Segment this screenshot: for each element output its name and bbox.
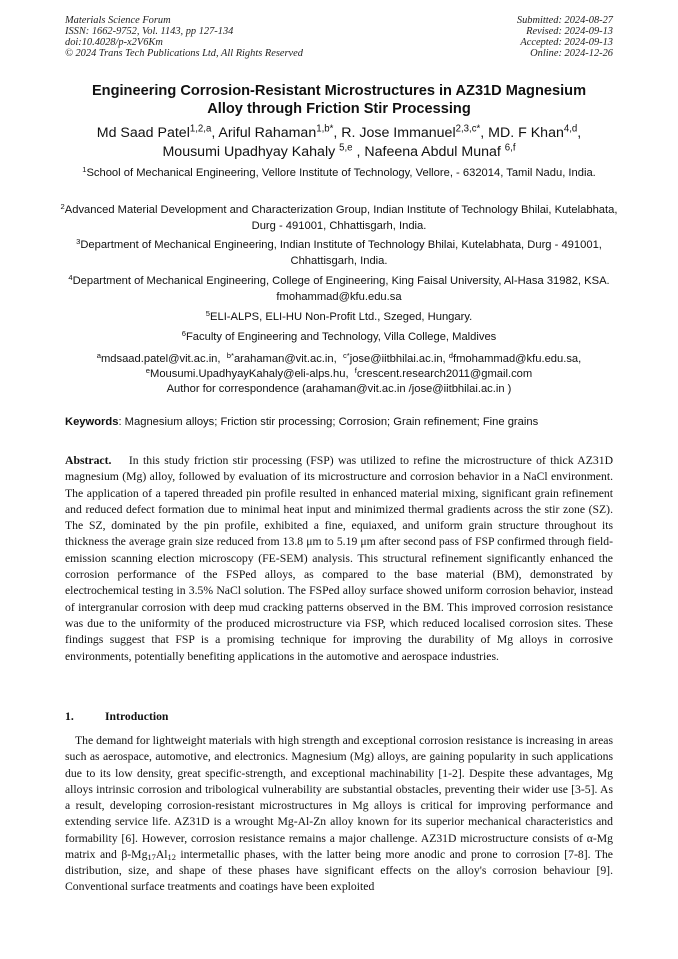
online-date: Online: 2024-12-26 bbox=[530, 48, 613, 60]
keywords-text: : Magnesium alloys; Friction stir processing; Corrosion; Grain refinement; Fine grains bbox=[118, 416, 539, 428]
author-emails bbox=[40, 352, 638, 397]
abstract bbox=[65, 453, 613, 665]
email-mark: c* bbox=[342, 350, 350, 360]
affiliation bbox=[58, 274, 620, 305]
section-heading bbox=[65, 709, 168, 725]
email-mark: f bbox=[354, 365, 357, 375]
email-link[interactable]: fmohammad@kfu.edu.sa, bbox=[453, 353, 582, 365]
affiliation bbox=[58, 203, 620, 234]
email-link[interactable]: crescent.research2011@gmail.com bbox=[356, 368, 533, 380]
author-name: Ariful Rahaman bbox=[218, 125, 317, 141]
revised-date: Revised: 2024-09-13 bbox=[526, 26, 613, 38]
affiliation-text: ELI-ALPS, ELI-HU Non-Profit Ltd., Szeged, Hungary. bbox=[210, 311, 473, 323]
affiliation-number: 1 bbox=[82, 164, 87, 174]
author-name: Md Saad Patel bbox=[96, 125, 190, 141]
subscript: 12 bbox=[167, 851, 176, 862]
affiliation-number: 6 bbox=[181, 328, 186, 338]
journal-info bbox=[65, 15, 303, 59]
abstract-label: Abstract. bbox=[65, 454, 112, 467]
paragraph-text: intermetallic phases, with the latter being more anodic and prone to corrosion [7-8]. The distribution, size, and shape of these phases have significant effects on the alloy's corrosion behaviour [9]. Conventional surface treatments and coatings have been exploited bbox=[65, 847, 613, 894]
affiliation-text: Faculty of Engineering and Technology, Villa College, Maldives bbox=[185, 331, 497, 343]
affiliation bbox=[58, 166, 620, 182]
author-line-2: Mousumi Upadhyay Kahaly $^{5,e}$ , Nafeena Abdul Munaf $^{6,f}$ bbox=[162, 142, 516, 160]
copyright: © 2024 Trans Tech Publications Ltd, All Rights Reserved bbox=[65, 48, 303, 60]
section-number: 1. bbox=[65, 710, 74, 723]
email-link[interactable]: arahaman@vit.ac.in, bbox=[233, 353, 337, 365]
affiliation bbox=[58, 330, 620, 346]
affiliation-text: Department of Mechanical Engineering, College of Engineering, King Faisal University, Al-Hasa 31982, KSA. fmohammad@kfu.edu.sa bbox=[72, 275, 610, 303]
author-name: Mousumi Upadhyay Kahaly bbox=[162, 143, 336, 160]
email-mark: e bbox=[145, 365, 151, 375]
keywords-label: Keywords bbox=[65, 416, 119, 428]
author-affiliation-mark: 1,b* bbox=[316, 123, 334, 135]
email-line-2 bbox=[40, 367, 638, 382]
affiliation-number: 5 bbox=[205, 308, 211, 318]
email-link[interactable]: mdsaad.patel@vit.ac.in, bbox=[100, 353, 221, 365]
section-title: Introduction bbox=[105, 710, 169, 723]
author-affiliation-mark: 5,e bbox=[339, 142, 353, 154]
email-mark: b* bbox=[226, 350, 234, 360]
journal-name: Materials Science Forum bbox=[65, 15, 171, 26]
affiliation-number: 4 bbox=[68, 272, 73, 282]
affiliation-text: School of Mechanical Engineering, Vellore Institute of Technology, Vellore, - 632014, Tamil Nadu, India. bbox=[86, 167, 596, 179]
email-mark: d bbox=[448, 350, 453, 360]
subscript: 17 bbox=[147, 851, 156, 862]
submitted-date: Submitted: 2024-08-27 bbox=[516, 15, 613, 26]
author-affiliation-mark: 4,d bbox=[563, 123, 578, 135]
affiliation bbox=[58, 310, 620, 326]
author-affiliation-mark: 1,2,a bbox=[189, 123, 212, 135]
accepted-date: Accepted: 2024-09-13 bbox=[520, 37, 613, 49]
title-line-2: Alloy through Friction Stir Processing bbox=[207, 101, 471, 117]
publication-dates bbox=[517, 15, 613, 59]
paper-title bbox=[40, 82, 638, 118]
correspondence: Author for correspondence (arahaman@vit.ac.in /jose@iitbhilai.ac.in ) bbox=[166, 383, 512, 395]
email-mark: a bbox=[96, 350, 101, 360]
affiliation-number: 2 bbox=[60, 201, 65, 211]
author-line-1: Md Saad Patel$^{1,2,a}$, Ariful Rahaman$^{1,b*}$, R. Jose Immanuel$^{2,3,c*}$, MD. F Khan$^{4,d}$, bbox=[96, 123, 582, 141]
author-name: R. Jose Immanuel bbox=[341, 125, 456, 141]
affiliation bbox=[58, 238, 620, 269]
doi: doi:10.4028/p-x2V6Km bbox=[65, 37, 163, 49]
affiliation-text: Department of Mechanical Engineering, Indian Institute of Technology Bhilai, Kutelabhata, Durg - 491001, Chhattisgarh, India. bbox=[80, 239, 602, 267]
issn: ISSN: 1662-9752, Vol. 1143, pp 127-134 bbox=[65, 26, 234, 38]
email-link[interactable]: jose@iitbhilai.ac.in, bbox=[349, 353, 446, 365]
title-line-1: Engineering Corrosion-Resistant Microstructures in AZ31D Magnesium bbox=[91, 83, 587, 99]
introduction-paragraph bbox=[65, 733, 613, 896]
email-line-1 bbox=[40, 352, 638, 367]
abstract-text: In this study friction stir processing (FSP) was utilized to refine the microstructure of thick AZ31D magnesium (Mg) alloy, followed by evaluation of its microstructure and corrosion behavior in a NaCl environment. The application of a tapered threaded pin profile resulted in enhanced material mixing, significant grain refinement and reduced defect formation due to minimal heat input and minimized thermal gradients across the stir zone (SZ). The SZ, dominated by the pin profile, exhibited a fine, equiaxed, and uniform grain structure throughout its thickness the average grain size reduced from 13.8 μm to 5.19 μm after second pass of FSP confirmed through field-emission scanning election microscopy (FE-SEM) analysis. This structural refinement significantly enhanced the corrosion performance of the FSPed alloys, as compared to the base material (BM), demonstrated by electrochemical testing in 3.5% NaCl solution. The FSPed alloy surface showed uniform corrosion behavior, instead of intergranular corrosion with deep mud cracking patterns observed in the BM. This improved corrosion resistance was due to the uniformity of the produced microstructure via FSP, which reduced localised corrosion sites. These findings suggest that FSP is a promising technique for improving the durability of Mg alloys in corrosive environments, potentially benefiting applications in the automotive and aerospace industries. bbox=[65, 454, 614, 663]
author-name: MD. F Khan bbox=[488, 125, 564, 141]
author-list bbox=[40, 124, 638, 161]
email-link[interactable]: Mousumi.UpadhyayKahaly@eli-alps.hu, bbox=[150, 368, 349, 380]
author-affiliation-mark: 6,f bbox=[504, 142, 516, 154]
keywords bbox=[65, 415, 613, 430]
paragraph-text: The demand for lightweight materials with high strength and exceptional corrosion resistance is increasing in areas such as aerospace, automotive, and electronics. Magnesium (Mg) alloys, are gaining popularity in such applications due to its low density, great specific-strength, and exceptional machinability [1-2]. Despite these advantages, Mg alloys intrinsic corrosion and tribological vulnerability are substantial obstacles, preventing their wider use [3-5]. As a result, developing corrosion-resistant microstructures in Mg alloys is critical for improving performance and extending service life. AZ31D is a wrought Mg-Al-Zn alloy known for its superior mechanical characteristics and formability [6]. However, corrosion resistance remains a major challenge. AZ31D microstructure consists of α-Mg matrix and β-Mg bbox=[65, 734, 613, 861]
author-name: Nafeena Abdul Munaf bbox=[364, 143, 501, 160]
affiliation-text: Advanced Material Development and Characterization Group, Indian Institute of Technology Bhilai, Kutelabhata, Durg - 491001, Chhattisgarh, India. bbox=[64, 204, 618, 232]
author-affiliation-mark: 2,3,c* bbox=[455, 123, 481, 135]
affiliation-number: 3 bbox=[76, 236, 81, 246]
paragraph-text: Al bbox=[155, 847, 168, 861]
